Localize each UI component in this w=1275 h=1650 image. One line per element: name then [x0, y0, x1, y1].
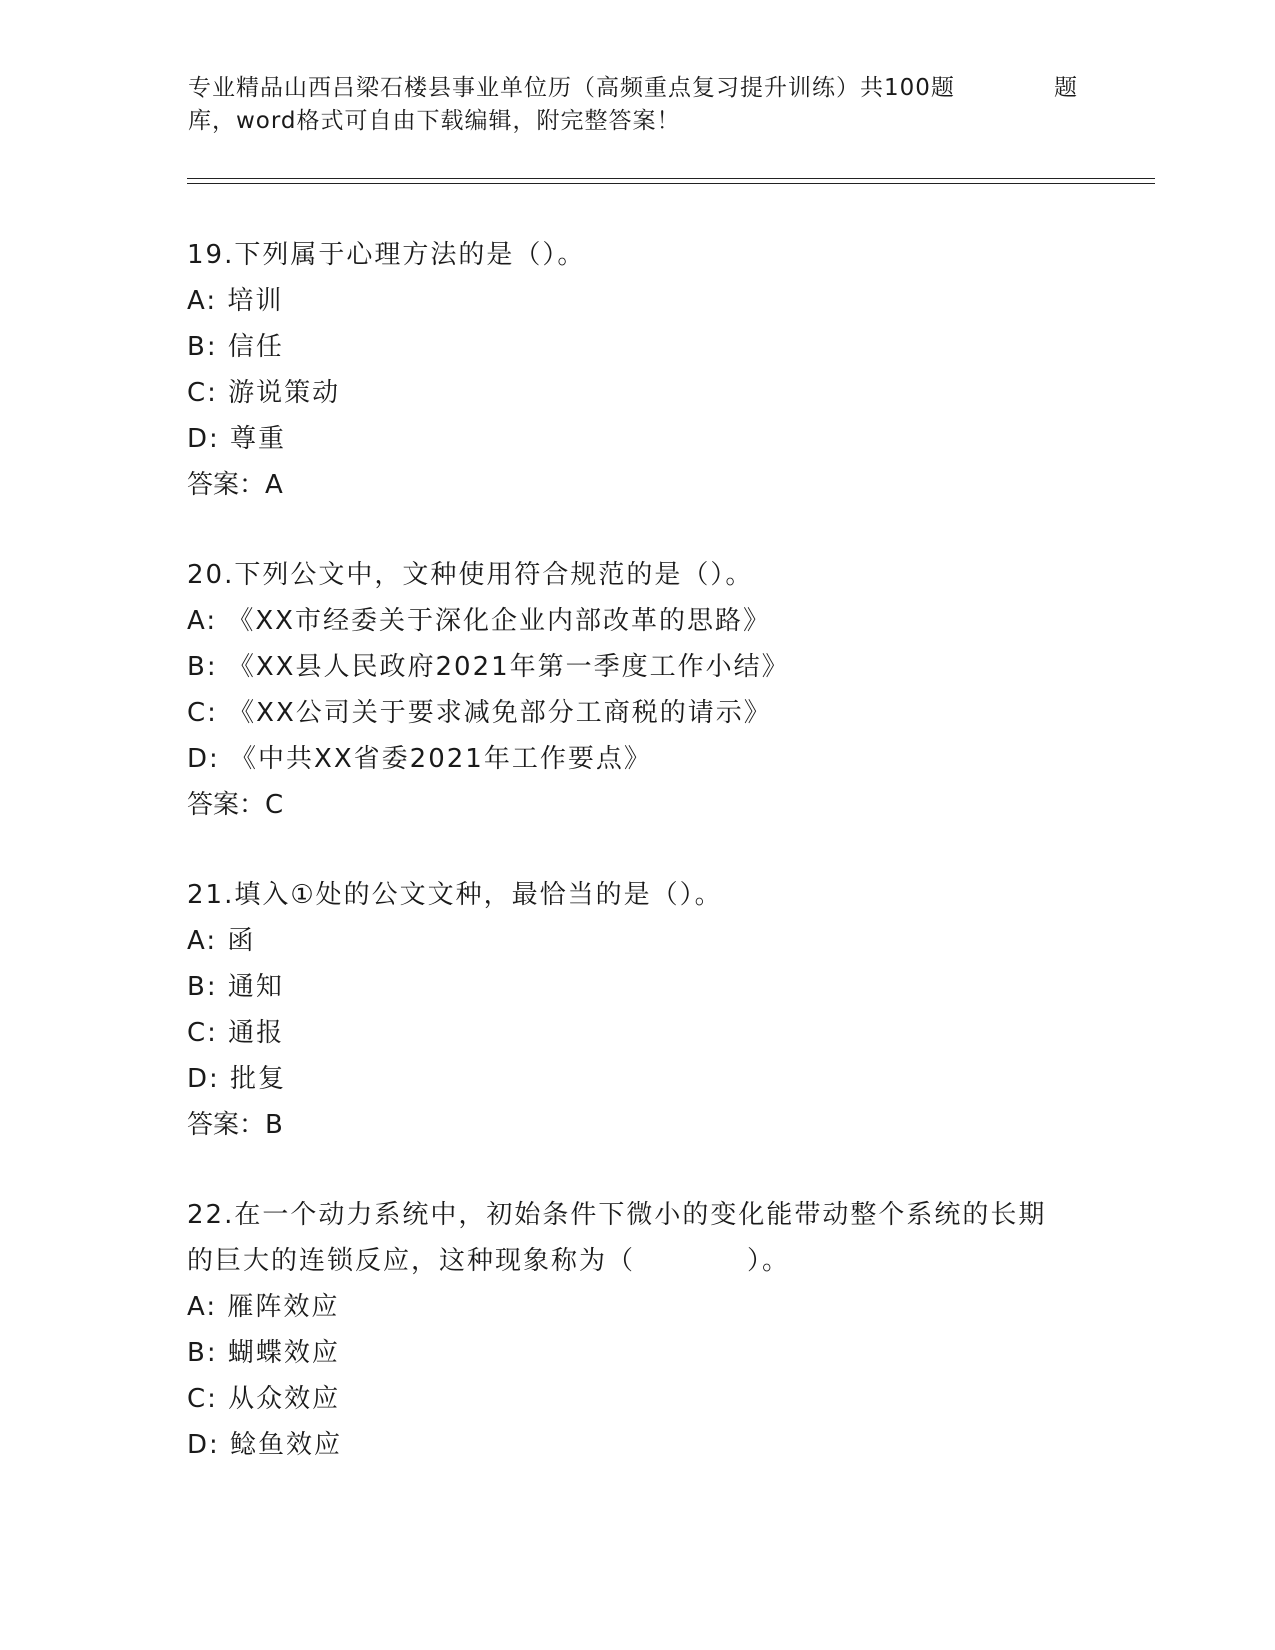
header-divider-bottom — [187, 183, 1155, 184]
option-d: D: 批复 — [187, 1064, 287, 1094]
question-stem: 19.下列属于心理方法的是（）。 — [187, 240, 586, 270]
option-b: B: 信任 — [187, 332, 284, 362]
question-list — [187, 232, 1087, 1468]
option-d: D: 鲶鱼效应 — [187, 1430, 343, 1460]
answer-label: 答案：B — [187, 1110, 283, 1140]
option-d: D: 尊重 — [187, 424, 287, 454]
option-b: B: 《XX县人民政府2021年第一季度工作小结》 — [187, 652, 790, 682]
option-c: C: 从众效应 — [187, 1384, 341, 1414]
question-stem-line-2: 的巨大的连锁反应，这种现象称为（ ）。 — [187, 1246, 791, 1276]
question-21 — [187, 872, 1087, 1148]
option-d: D: 《中共XX省委2021年工作要点》 — [187, 744, 652, 774]
question-22 — [187, 1192, 1087, 1468]
question-20 — [187, 552, 1087, 828]
option-a: A: 函 — [187, 926, 256, 956]
question-stem: 20.下列公文中，文种使用符合规范的是（）。 — [187, 560, 754, 590]
question-19 — [187, 232, 1087, 508]
question-stem: 21.填入①处的公文文种，最恰当的是（）。 — [187, 880, 723, 910]
option-a: A: 《XX市经委关于深化企业内部改革的思路》 — [187, 606, 771, 636]
document-header — [188, 72, 1088, 138]
header-line-2: 库，word格式可自由下载编辑，附完整答案！ — [188, 108, 681, 134]
option-a: A: 雁阵效应 — [187, 1292, 340, 1322]
option-a: A: 培训 — [187, 286, 284, 316]
header-line-1 — [188, 72, 1088, 105]
option-c: C: 通报 — [187, 1018, 285, 1048]
header-title-tail: 题 — [1054, 75, 1078, 101]
option-b: B: 蝴蝶效应 — [187, 1338, 340, 1368]
header-divider-top — [187, 178, 1155, 179]
option-c: C: 《XX公司关于要求减免部分工商税的请示》 — [187, 698, 772, 728]
option-b: B: 通知 — [187, 972, 284, 1002]
option-c: C: 游说策动 — [187, 378, 341, 408]
header-title: 专业精品山西吕梁石楼县事业单位历（高频重点复习提升训练）共100题 — [188, 75, 955, 101]
question-stem-line-1: 22.在一个动力系统中，初始条件下微小的变化能带动整个系统的长期 — [187, 1200, 1047, 1230]
answer-label: 答案：C — [187, 790, 284, 820]
answer-label: 答案：A — [187, 470, 283, 500]
